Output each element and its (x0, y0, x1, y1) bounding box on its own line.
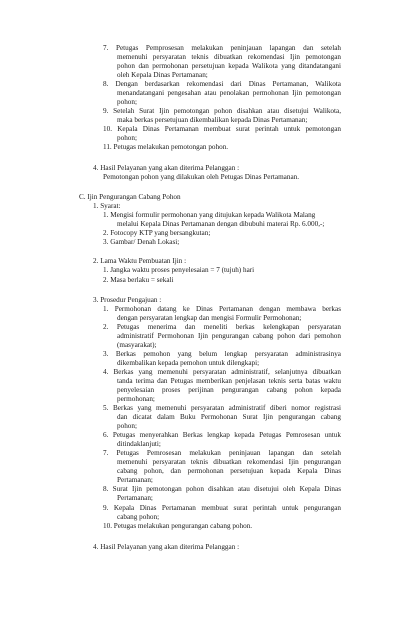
text-line: C. Ijin Pengurangan Cabang Pohon (79, 193, 181, 201)
text-line: 10. Petugas melakukan pengurangan cabang pohon. (103, 522, 253, 530)
text-line: 6. Petugas menyerahkan Berkas lengkap kepada Petugas Pemrosesan untuk (103, 431, 341, 439)
text-line: dengan persyaratan lengkap dan mengisi Formulir Permohonan; (117, 314, 302, 322)
text-line: 2. Lama Waktu Pembuatan Ijin : (93, 257, 187, 265)
text-line: pohon; (117, 98, 137, 106)
text-line: Pertamanan; (117, 494, 153, 502)
text-line: pohon; (117, 422, 137, 430)
text-line: memenuhi persyaratan teknis dibuatkan rekomendasi Ijin pengurangan (117, 458, 341, 466)
text-line: permohonan; (117, 395, 155, 403)
text-line: oleh Kepala Dinas Pertamanan; (117, 71, 208, 79)
text-line: 1. Permohonan datang ke Dinas Pertamanan dengan membawa berkas (103, 305, 341, 313)
text-line: cabang pohon, dan permohonan persetujuan kepada Kepala Dinas (117, 467, 341, 475)
text-line: (masyarakat); (117, 341, 157, 349)
text-line: 10. Kepala Dinas Pertamanan membuat surat perintah untuk pemotongan (103, 125, 341, 133)
text-line: melalui Kepala Dinas Pertamanan dengan dibubuhi materai Rp. 6.000,-; (117, 220, 325, 228)
text-line: Pertamanan; (117, 476, 153, 484)
text-line: 1. Jangka waktu proses penyelesaian = 7 (tujuh) hari (103, 266, 255, 274)
text-line: 3. Prosedur Pengajuan : (93, 296, 162, 304)
text-line: dan dicatat dalam Buku Permohonan Surat Ijin pengurangan cabang (117, 413, 341, 421)
text-line: memenuhi persyaratan teknis dibuatkan rekomendasi Ijin pemotongan (117, 53, 341, 61)
text-line: tanda terima dan Petugas memberikan penjelasan teknis serta batas waktu (117, 377, 341, 385)
text-line: ditindaklanjuti; (117, 440, 161, 448)
text-line: 5. Berkas yang memenuhi persyaratan administratif diberi nomor registrasi (103, 404, 341, 412)
text-line: 8. Surat Ijin pemotongan pohon disahkan atau disetujui oleh Kepala Dinas (103, 485, 341, 493)
text-line: pohon; (117, 134, 137, 142)
text-line: 7. Petugas Pemrosesan melakukan peninjauan lapangan dan setelah (103, 449, 341, 457)
text-line: 9. Kepala Dinas Pertamanan membuat surat perintah untuk pengurangan (103, 504, 341, 512)
text-line: pohon dan permohonan persetujuan kepada Walikota yang ditandatangani (117, 62, 341, 70)
text-line: 9. Setelah Surat Ijin pemotongan pohon disahkan atau disetujui Walikota, (103, 107, 341, 115)
text-line: 4. Berkas yang memenuhi persyaratan administratif, selanjutnya dibuatkan (103, 368, 341, 376)
text-line: administratif Permohonan Ijin pengurangan cabang pohon dari pemohon (117, 332, 341, 340)
text-line: dikembalikan kepada pemohon untuk dilengkapi; (117, 359, 260, 367)
text-line: 2. Fotocopy KTP yang bersangkutan; (103, 229, 211, 237)
text-line: 2. Masa berlaku = sekali (103, 276, 174, 284)
text-line: Pemotongan pohon yang dilakukan oleh Petugas Dinas Pertamanan. (103, 173, 300, 181)
text-line: 8. Dengan berdasarkan rekomendasi dari Dinas Pertamanan, Walikota (103, 80, 341, 88)
text-line: 3. Berkas pemohon yang belum lengkap persyaratan administrasinya (103, 350, 341, 358)
text-line: 4. Hasil Pelayanan yang akan diterima Pelanggan : (93, 164, 240, 172)
text-line: 1. Syarat: (93, 202, 121, 210)
text-line: 7. Petugas Pemprosesan melakukan peninjauan lapangan dan setelah (103, 44, 341, 52)
text-line: 1. Mengisi formulir permohonan yang ditujukan kepada Walikota Malang (103, 211, 316, 219)
text-line: 4. Hasil Pelayanan yang akan diterima Pelanggan : (93, 543, 240, 551)
text-line: maka berkas persetujuan dikembalikan kepada Dinas Pertamanan; (117, 116, 308, 124)
text-line: 3. Gambar/ Denah Lokasi; (103, 238, 180, 246)
text-line: 2. Petugas menerima dan meneliti berkas kelengkapan persyaratan (103, 323, 341, 331)
text-line: cabang pohon; (117, 513, 160, 521)
text-line: 11. Petugas melakukan pemotongan pohon. (103, 143, 229, 151)
text-line: menandatangani pengesahan atau penolakan permohonan Ijin pemotongan (117, 89, 341, 97)
text-line: penyelesaian proses perijinan pengurangan cabang pohon kepada (117, 386, 341, 394)
